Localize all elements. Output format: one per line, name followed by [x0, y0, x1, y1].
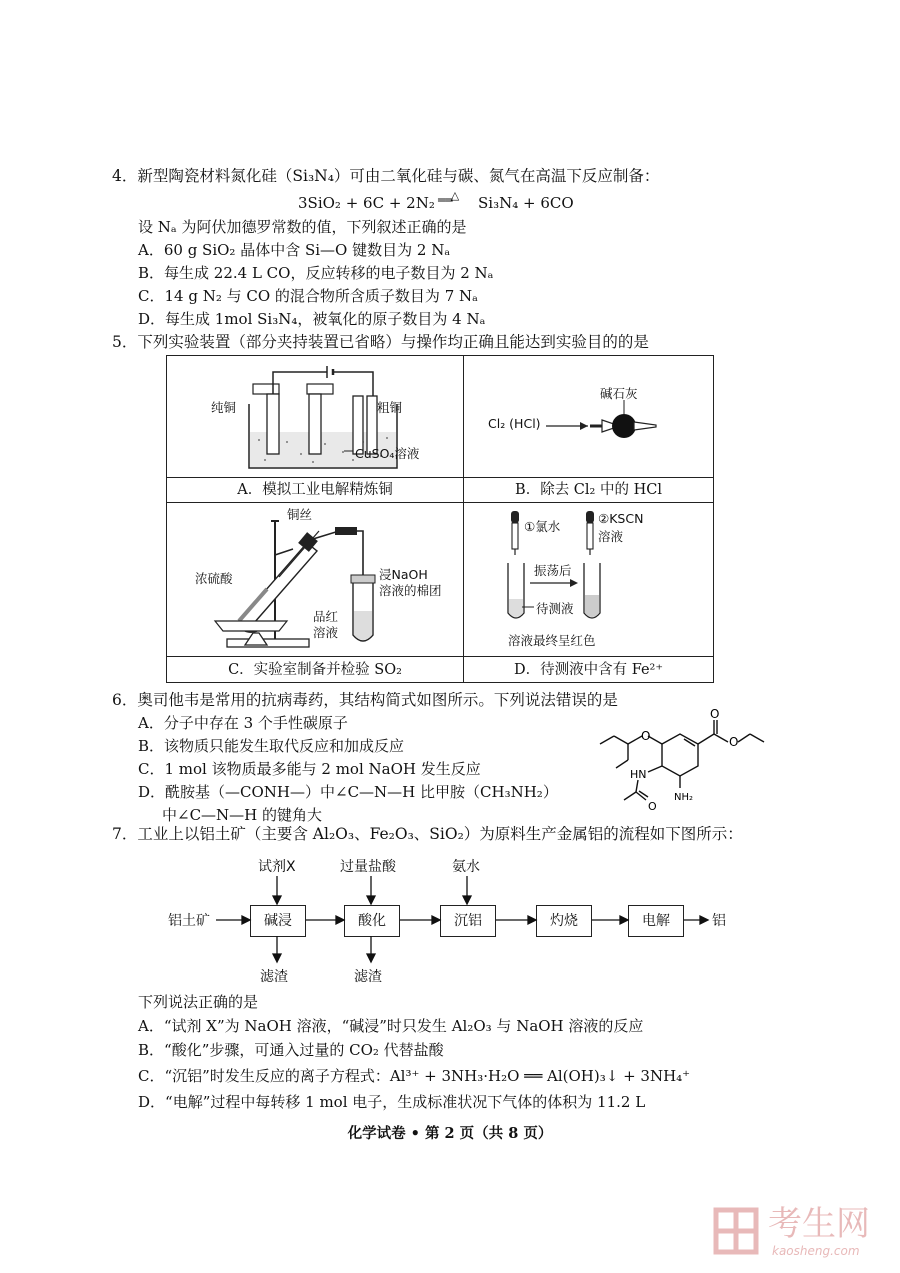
- carbonyl-oxygen-label: O: [710, 707, 720, 721]
- label-cl2-hcl: Cl₂ (HCl): [488, 416, 541, 431]
- q7-option-d: D．“电解”过程中每转移 1 mol 电子，生成标准状况下气体的体积为 11.2 L: [138, 1093, 646, 1111]
- q4-equation-left: 3SiO₂ + 6C + 2N₂: [298, 194, 435, 212]
- label-magenta: 品红: [313, 609, 339, 624]
- q6-option-b: B．该物质只能发生取代反应和加成反应: [138, 737, 405, 755]
- caption-a: A．模拟工业电解精炼铜: [237, 482, 393, 498]
- q6-option-d-line1: D．酰胺基（—CONH—）中∠C—N—H 比甲胺（CH₃NH₂）: [138, 783, 558, 801]
- step-calcine: 灼烧: [536, 905, 592, 937]
- flow-output: 铝: [712, 913, 726, 929]
- label-copper-wire: 铜丝: [287, 507, 313, 522]
- label-cuso4-solution: CuSO₄溶液: [355, 446, 420, 461]
- q4-option-a: A．60 g SiO₂ 晶体中含 Si—O 键数目为 2 Nₐ: [138, 241, 451, 259]
- step-alkali-leach: 碱浸: [250, 905, 306, 937]
- q7-option-b: B．“酸化”步骤，可通入过量的 CO₂ 代替盐酸: [138, 1041, 444, 1059]
- q4-option-b: B．每生成 22.4 L CO，反应转移的电子数目为 2 Nₐ: [138, 264, 494, 282]
- hn-label: HN: [630, 768, 647, 781]
- step-precipitate-al: 沉铝: [440, 905, 496, 937]
- watermark-logo-icon: [712, 1206, 760, 1256]
- q6-option-a: A．分子中存在 3 个手性碳原子: [138, 714, 348, 732]
- label-kscn-solution: 溶液: [598, 529, 624, 544]
- nh2-label: NH₂: [674, 792, 694, 803]
- caption-b: B．除去 Cl₂ 中的 HCl: [515, 482, 662, 498]
- step-electrolysis: 电解: [628, 905, 684, 937]
- q7-option-a: A．“试剂 X”为 NaOH 溶液，“碱浸”时只发生 Al₂O₃ 与 NaOH 溶液的反应: [138, 1017, 644, 1035]
- step-acidify: 酸化: [344, 905, 400, 937]
- q6-stem: 6．奥司他韦是常用的抗病毒药，其结构简式如图所示。下列说法错误的是: [112, 691, 618, 709]
- q7-stem: 7．工业上以铝土矿（主要含 Al₂O₃、Fe₂O₃、SiO₂）为原料生产金属铝的流程如下图所示：: [112, 825, 743, 843]
- q4-equation-cond: △: [450, 189, 460, 202]
- ether-oxygen-label: O: [641, 729, 651, 743]
- label-test-liquid: 待测液: [536, 601, 574, 616]
- residue-2: 滤渣: [354, 969, 382, 985]
- q6-option-d-line2: 中∠C—N—H 的键角大: [162, 806, 323, 824]
- label-crude-copper: 粗铜: [377, 400, 403, 415]
- ester-oxygen-label: O: [729, 735, 739, 749]
- q5-stem: 5．下列实验装置（部分夹持装置已省略）与操作均正确且能达到实验目的的是: [112, 333, 649, 351]
- amide-oxygen-label: O: [648, 800, 657, 813]
- q4-stem: 4．新型陶瓷材料氮化硅（Si₃N₄）可由二氧化硅与碳、氮气在高温下反应制备：: [112, 167, 660, 185]
- caption-c: C．实验室制备并检验 SO₂: [228, 662, 402, 678]
- page-footer: 化学试卷 • 第 2 页（共 8 页）: [347, 1125, 553, 1142]
- q6-option-c: C．1 mol 该物质最多能与 2 mol NaOH 发生反应: [138, 760, 481, 778]
- watermark-url: kaosheng.com: [772, 1244, 860, 1258]
- q4-option-c: C．14 g N₂ 与 CO 的混合物所含质子数目为 7 Nₐ: [138, 287, 478, 305]
- reagent-hcl: 过量盐酸: [340, 859, 396, 875]
- label-pure-copper: 纯铜: [211, 400, 237, 415]
- caption-d: D．待测液中含有 Fe²⁺: [513, 662, 664, 678]
- label-turns-red: 溶液最终呈红色: [508, 633, 596, 648]
- reagent-x: 试剂X: [258, 859, 296, 875]
- q7-prompt: 下列说法正确的是: [138, 993, 259, 1011]
- watermark: [712, 1204, 892, 1264]
- label-kscn: ②KSCN: [598, 511, 644, 526]
- watermark-brand: 考生网: [768, 1204, 870, 1244]
- residue-1: 滤渣: [260, 969, 288, 985]
- q4-option-d: D．每生成 1mol Si₃N₄，被氧化的原子数目为 4 Nₐ: [138, 310, 486, 328]
- label-conc-sulfuric: 浓硫酸: [195, 571, 233, 586]
- flow-input: 铝土矿: [168, 913, 210, 929]
- label-chlorine-water: ①氯水: [524, 519, 561, 534]
- reagent-ammonia: 氨水: [452, 859, 480, 875]
- label-magenta-solution: 溶液: [313, 625, 339, 640]
- q4-prompt: 设 Nₐ 为阿伏加德罗常数的值，下列叙述正确的是: [138, 218, 467, 236]
- q7-option-c: C．“沉铝”时发生反应的离子方程式：Al³⁺ + 3NH₃·H₂O ══ Al(OH)₃↓ + 3NH₄⁺: [138, 1067, 691, 1085]
- label-after-shaking: 振荡后: [534, 563, 572, 578]
- label-soda-lime: 碱石灰: [600, 386, 638, 401]
- label-cotton-ball: 溶液的棉团: [379, 583, 442, 598]
- q4-equals-sign: ══: [438, 193, 453, 207]
- label-naoh-soaked: 浸NaOH: [379, 567, 428, 582]
- q4-equation-right: Si₃N₄ + 6CO: [478, 194, 574, 212]
